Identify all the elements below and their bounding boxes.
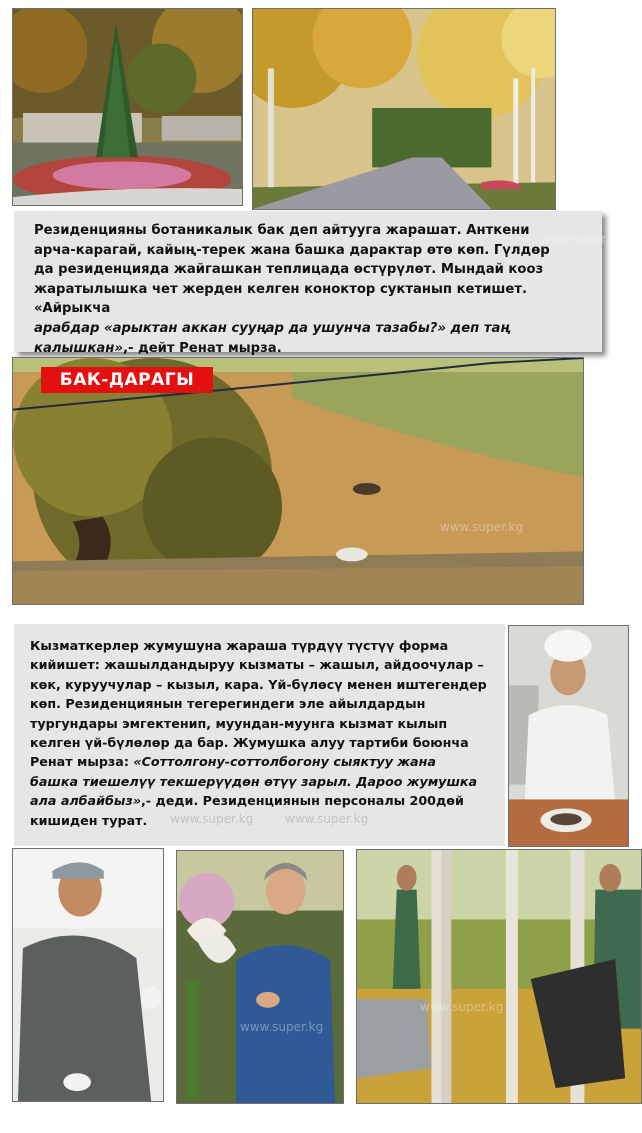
photo-autumn-alley bbox=[252, 8, 556, 210]
text-line-quote: башка тиешелүү текшерүүдөн өтүү зарыл. Дароо жумушка bbox=[30, 773, 478, 789]
text-line: Резиденцияны ботаникалык бак деп айтууга жарашат. Анткени bbox=[34, 223, 530, 238]
text-line: көк, куруучулар – кызыл, кара. Үй-бүлөсү менен иштегендер bbox=[30, 676, 487, 692]
text-line: Кызматкерлер жумушуна жараша түрдүү түстүү форма bbox=[30, 638, 449, 653]
text-line-quote: арабдар «арыктан аккан сууңар да ушунча тазабы?» деп таң bbox=[34, 320, 510, 336]
photo-gardener bbox=[176, 850, 344, 1104]
watermark-text: www.super.kg bbox=[440, 520, 524, 534]
text-line-quote: «Соттолгону-соттолбогону сыяктуу жана bbox=[133, 754, 436, 770]
photo-garden-flowerbed bbox=[12, 8, 243, 206]
watermark-text: www.super.kg bbox=[170, 812, 254, 826]
text-line: арча-карагай, кайың-терек жана башка дарактар өтө көп. Гүлдөр bbox=[34, 242, 550, 258]
text-line: ,- дейт Ренат мырза. bbox=[122, 340, 282, 356]
text-line: көп. Резиденциянын тегерегиндеги эле айылдардын bbox=[30, 696, 426, 712]
watermark-text: www.super.kg bbox=[240, 1020, 324, 1034]
text-line: жаратылышка чет жерден келген коноктор суктанып кетишет. «Айрыкча bbox=[34, 281, 527, 317]
text-line: ,- деди. Резиденциянын персоналы 200дөй bbox=[140, 793, 464, 809]
text-line: тургундары эмгектенип, муундан-муунга кызмат кылып bbox=[30, 715, 448, 731]
photo-raking-leaves bbox=[356, 849, 642, 1104]
text-line: да резиденцияда жайгашкан теплицада өстүрүлөт. Мындай кооз bbox=[34, 262, 544, 278]
text-line-quote: ала албайбыз» bbox=[30, 793, 141, 809]
text-line-quote: калышкан» bbox=[34, 340, 123, 356]
text-line: келген үй-бүлөлөр да бар. Жумушка алуу тартиби боюнча bbox=[30, 735, 469, 751]
text-block-staff bbox=[14, 624, 505, 846]
section-tag: БАК-ДАРАГЫ bbox=[41, 367, 213, 393]
text-line: кишиден турат. bbox=[30, 812, 148, 828]
text-block-botanical bbox=[14, 211, 602, 356]
photo-cook bbox=[508, 625, 629, 847]
photo-pond-trees bbox=[12, 357, 584, 605]
photo-worker bbox=[12, 848, 164, 1102]
watermark-text: www.super.kg bbox=[420, 1000, 504, 1014]
watermark-text: www.super.kg bbox=[540, 232, 624, 246]
text-line: кийишет: жашылдандыруу кызматы – жашыл, айдоочулар – bbox=[30, 657, 484, 673]
text-line: Ренат мырза: bbox=[30, 754, 134, 770]
watermark-text: www.super.kg bbox=[285, 812, 369, 826]
